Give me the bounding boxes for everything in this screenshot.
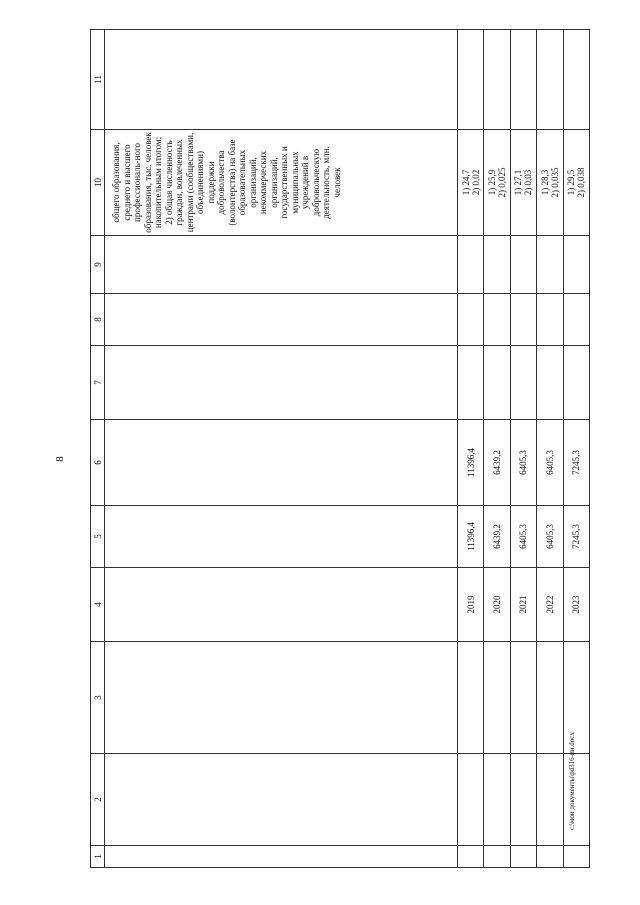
indicator-values [458,130,484,236]
indicator-values [537,130,563,236]
column-header-11: 11 [91,30,105,130]
amount-cell: 6405,3 [510,420,536,506]
year-cell: 2021 [510,568,536,642]
indicator-value-2: 2) 0,03 [523,169,534,196]
column-header-6: 6 [91,420,105,506]
column-header-1: 1 [91,846,105,868]
indicator-value-1: 1) 27,1 [513,169,524,196]
column-header-2: 2 [91,754,105,846]
amount-cell: 7245,3 [563,420,589,506]
cell-empty [105,420,458,506]
amount-cell: 6405,3 [537,506,563,568]
amount-cell: 6405,3 [537,420,563,506]
column-number-row [91,30,105,868]
indicator-value-1: 1) 28,3 [539,169,550,196]
cell-empty [105,754,458,846]
column-header-3: 3 [91,642,105,754]
rotated-table-wrapper [90,30,590,868]
column-header-7: 7 [91,346,105,420]
table-row [458,30,484,868]
indicator-description: общего образования, среднего и высшего профессиональ-ного образования, тыс. человек накопительным итогом; 2) общая численность граждан, вовлеченных центрами (сообществами, объединениями) поддержки добровольчества (волонтерства) на базе образовательных организаций, некоммерческих организаций, государственных и муниципальных учреждений в добровольческую деятельность, млн. человек [105,130,458,236]
indicator-values [510,130,536,236]
indicator-value-1: 1) 29,5 [566,169,577,196]
indicator-values [484,130,510,236]
year-cell: 2019 [458,568,484,642]
amount-cell: 11396,4 [458,506,484,568]
year-cell: 2022 [537,568,563,642]
column-header-10: 10 [91,130,105,236]
indicator-value-1: 1) 25,9 [487,169,498,196]
table-row [537,30,563,868]
table-row [484,30,510,868]
cell-empty [105,568,458,642]
column-header-9: 9 [91,236,105,294]
indicator-values [563,130,589,236]
table-row [510,30,536,868]
cell-empty [105,642,458,754]
cell-empty [105,846,458,868]
amount-cell: 11396,4 [458,420,484,506]
indicator-value-2: 2) 0,038 [576,167,587,198]
cell-empty [105,346,458,420]
page-number: 8 [54,456,66,462]
indicator-value-2: 2) 0,025 [497,167,508,198]
amount-cell: 6439,2 [484,506,510,568]
indicator-value-1: 1) 24,7 [460,169,471,196]
cell-empty [105,236,458,294]
amount-cell: 7245,3 [563,506,589,568]
indicator-value-2: 2) 0,02 [470,169,481,196]
amount-cell: 6405,3 [510,506,536,568]
column-header-4: 4 [91,568,105,642]
cell-empty [105,294,458,346]
column-header-8: 8 [91,294,105,346]
cell-empty [105,506,458,568]
cell-empty [105,30,458,130]
year-cell: 2023 [563,568,589,642]
footer-file-path: с:\мои документы\pd316-ии.docx [568,732,576,830]
data-table [90,29,590,868]
column-header-5: 5 [91,506,105,568]
year-cell: 2020 [484,568,510,642]
indicator-value-2: 2) 0,035 [549,167,560,198]
amount-cell: 6439,2 [484,420,510,506]
description-row [105,30,458,868]
